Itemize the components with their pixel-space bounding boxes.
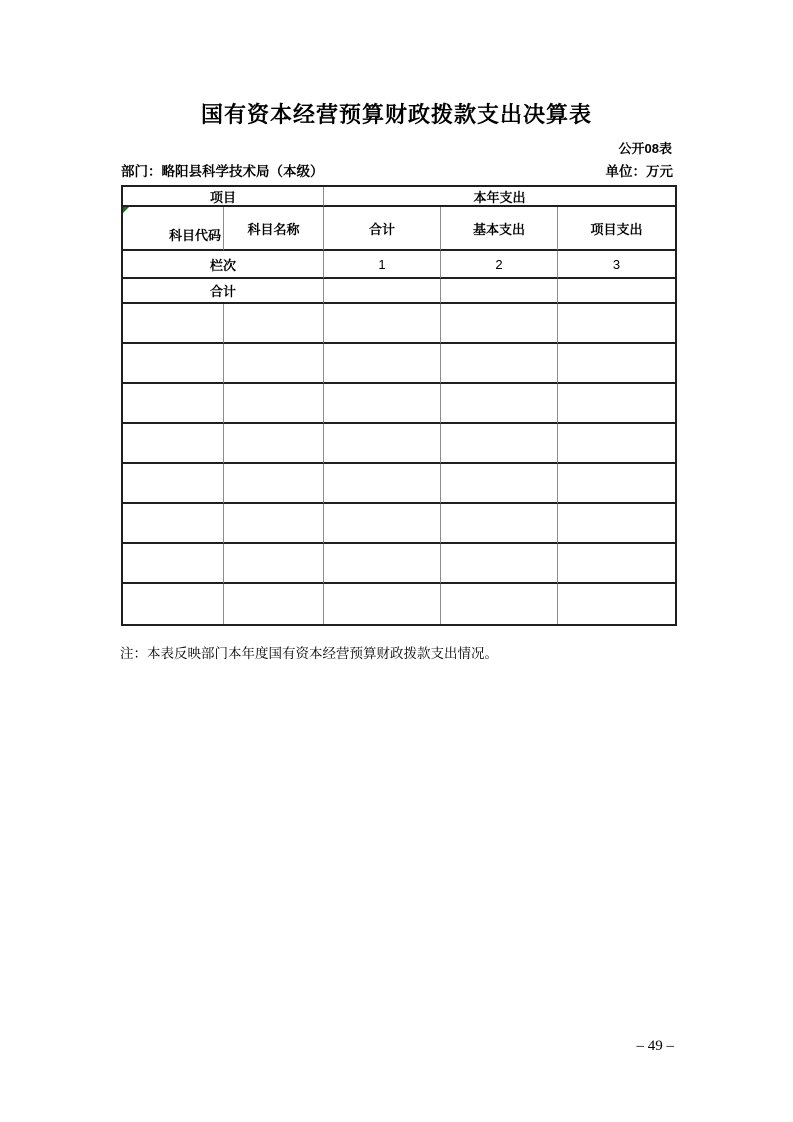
header-basic-expenditure: 基本支出 [441,207,558,251]
empty-cell [441,584,558,624]
empty-cell [123,464,224,504]
empty-cell [123,424,224,464]
empty-cell [558,464,675,504]
empty-cell [324,384,441,424]
header-total: 合计 [324,207,441,251]
empty-cell [441,384,558,424]
empty-cell [558,424,675,464]
empty-cell [324,544,441,584]
empty-cell [558,504,675,544]
unit-label: 单位：万元 [605,164,673,179]
form-code-label: 公开08表 [618,141,672,156]
row-index-col-3: 3 [558,251,675,279]
total-row-value-project [558,279,675,304]
empty-cell [441,304,558,344]
empty-cell [324,424,441,464]
page-number: – 49 – [636,1038,674,1054]
table-meta-row [121,160,673,180]
empty-cell [441,344,558,384]
empty-cell [558,584,675,624]
empty-cell [324,504,441,544]
header-subject-name: 科目名称 [224,207,324,251]
total-row-label: 合计 [123,279,324,304]
empty-cell [123,304,224,344]
empty-cell [123,504,224,544]
empty-cell [324,304,441,344]
total-row-value-total [324,279,441,304]
footnote-text: 注：本表反映部门本年度国有资本经营预算财政拨款支出情况。 [120,646,498,661]
empty-cell [558,304,675,344]
empty-cell [441,504,558,544]
empty-cell [441,544,558,584]
header-group-current-year-expenditure: 本年支出 [324,187,675,207]
header-subject-code-label: 科目代码 [168,228,221,243]
empty-cell [224,504,324,544]
empty-cell [324,584,441,624]
empty-cell [224,544,324,584]
empty-cell [324,464,441,504]
empty-cell [224,464,324,504]
empty-cell [224,384,324,424]
empty-cell [558,384,675,424]
row-index-col-1: 1 [324,251,441,279]
empty-cell [558,544,675,584]
empty-cell [123,384,224,424]
header-group-project: 项目 [123,187,324,207]
empty-cell [224,424,324,464]
empty-cell [441,424,558,464]
excel-error-marker-icon [123,207,129,213]
row-index-col-2: 2 [441,251,558,279]
empty-cell [224,344,324,384]
empty-cell [224,304,324,344]
empty-cell [441,464,558,504]
header-subject-code [123,207,224,251]
empty-cell [123,544,224,584]
empty-cell [558,344,675,384]
header-project-expenditure: 项目支出 [558,207,675,251]
empty-cell [224,584,324,624]
empty-cell [123,344,224,384]
budget-table [121,185,677,626]
department-label: 部门：略阳县科学技术局（本级） [121,164,324,179]
row-index-label: 栏次 [123,251,324,279]
empty-cell [324,344,441,384]
page-title: 国有资本经营预算财政拨款支出决算表 [200,102,592,127]
total-row-value-basic [441,279,558,304]
empty-cell [123,584,224,624]
